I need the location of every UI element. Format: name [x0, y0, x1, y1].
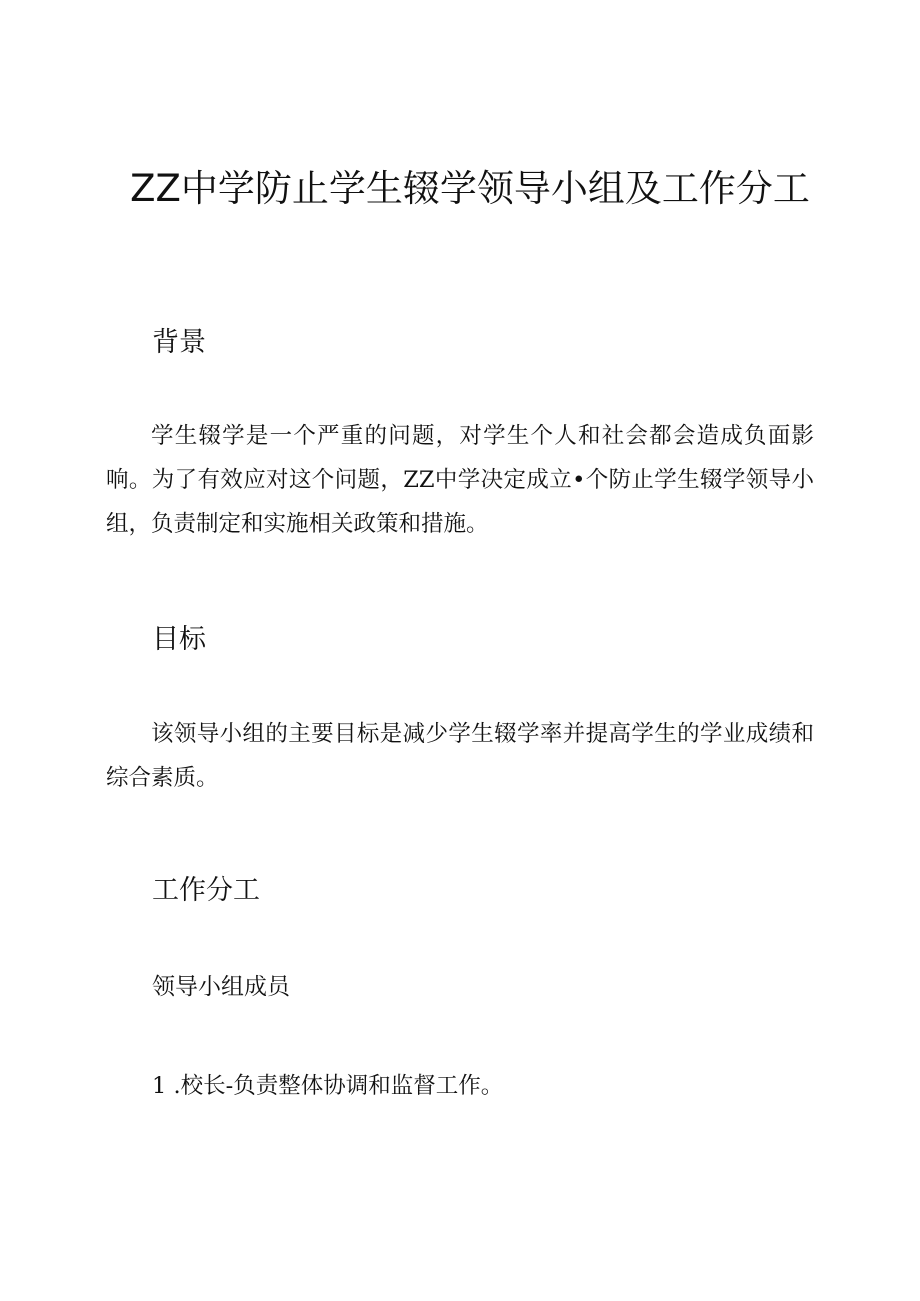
subsection-heading-members: 领导小组成员 — [152, 974, 290, 1000]
section-heading-goal: 目标 — [152, 624, 206, 655]
list-item: 1 .校长-负责整体协调和监督工作。 — [152, 1073, 504, 1099]
goal-paragraph: 该领导小组的主要目标是减少学生辍学率并提高学生的学业成绩和综合素质。 — [106, 721, 814, 791]
background-paragraph: 学生辍学是一个严重的问题，对学生个人和社会都会造成负面影响。为了有效应对这个问题，ZZ中学决定成立•个防止学生辍学领导小组，负责制定和实施相关政策和措施。 — [106, 423, 814, 537]
section-heading-division: 工作分工 — [152, 875, 260, 906]
document-title: ZZ中学防止学生辍学领导小组及工作分工 — [130, 167, 810, 210]
section-heading-background: 背景 — [152, 327, 206, 358]
